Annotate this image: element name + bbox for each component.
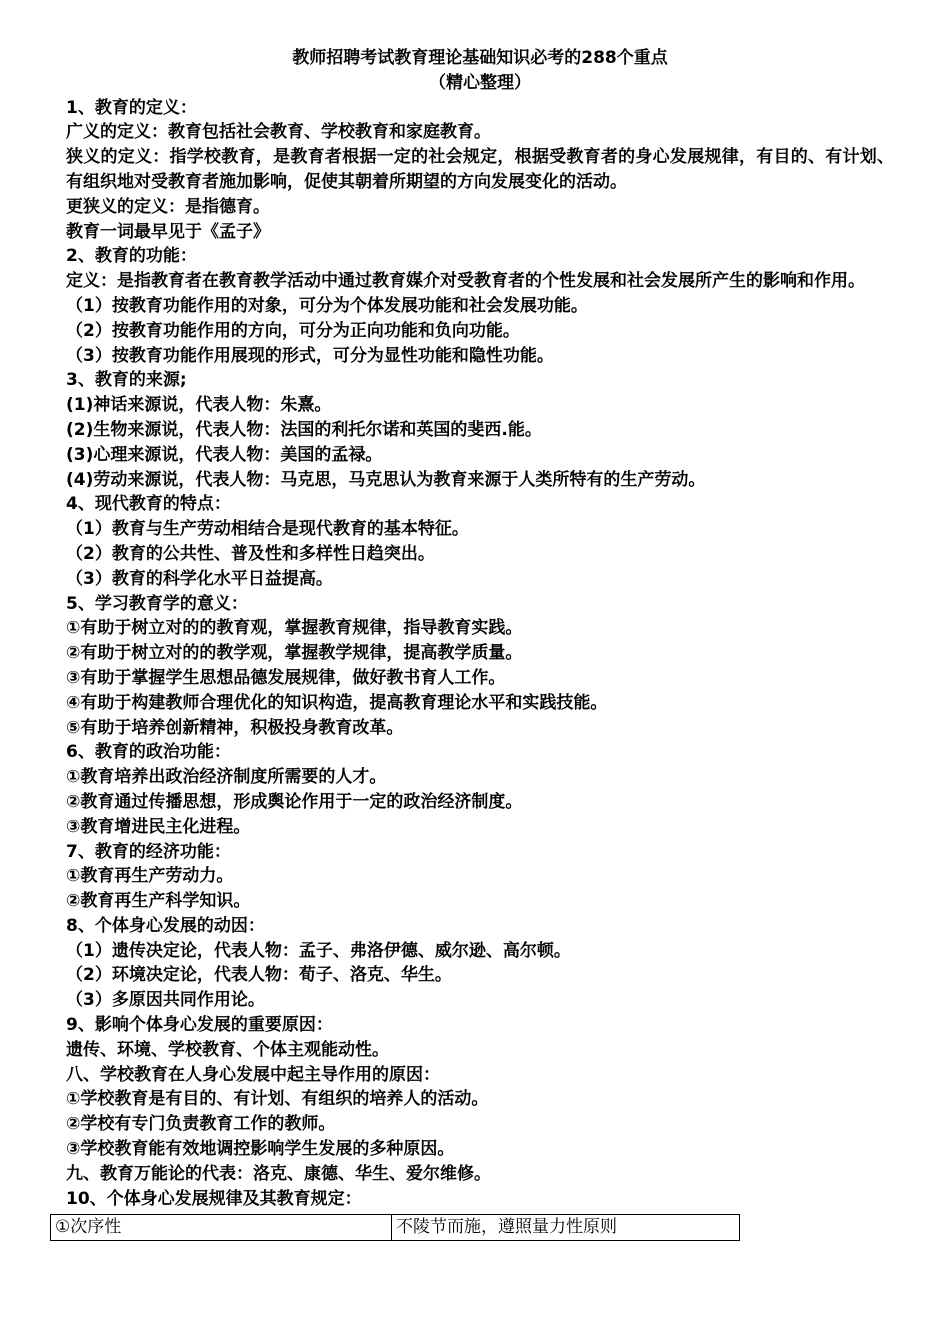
text-line: ①有助于树立对的的教育观，掌握教育规律，指导教育实践。 bbox=[66, 618, 523, 639]
text-line: ②教育通过传播思想，形成舆论作用于一定的政治经济制度。 bbox=[66, 791, 523, 812]
text-line: (1)神话来源说，代表人物：朱熹。 bbox=[66, 395, 332, 416]
development-rules-table bbox=[50, 1214, 740, 1241]
text-line: 九、教育万能论的代表：洛克、康德、华生、爱尔维修。 bbox=[66, 1163, 491, 1184]
text-line: （3）教育的科学化水平日益提高。 bbox=[66, 568, 333, 589]
text-line: （2）教育的公共性、普及性和多样性日趋突出。 bbox=[66, 543, 435, 564]
text-line: ⑤有助于培养创新精神，积极投身教育改革。 bbox=[66, 717, 404, 738]
table-cell: ①次序性 bbox=[51, 1215, 392, 1241]
text-line: 9、影响个体身心发展的重要原因： bbox=[66, 1015, 333, 1036]
document-subtitle: （精心整理） bbox=[429, 72, 531, 93]
text-line: ③学校教育能有效地调控影响学生发展的多种原因。 bbox=[66, 1139, 455, 1160]
table-row bbox=[51, 1215, 740, 1241]
text-line: (2)生物来源说，代表人物：法国的利托尔诺和英国的斐西.能。 bbox=[66, 419, 542, 440]
text-line: （2）环境决定论，代表人物：荀子、洛克、华生。 bbox=[66, 965, 452, 986]
text-line: 8、个体身心发展的动因： bbox=[66, 915, 265, 936]
text-line: ②教育再生产科学知识。 bbox=[66, 891, 251, 912]
text-line: 4、现代教育的特点： bbox=[66, 494, 231, 515]
text-line: 6、教育的政治功能： bbox=[66, 742, 231, 763]
text-line: （1）教育与生产劳动相结合是现代教育的基本特征。 bbox=[66, 519, 469, 540]
text-line: （1）遗传决定论，代表人物：孟子、弗洛伊德、威尔逊、高尔顿。 bbox=[66, 940, 571, 961]
text-line: ②有助于树立对的的教学观，掌握教学规律，提高教学质量。 bbox=[66, 643, 523, 664]
text-line: 遗传、环境、学校教育、个体主观能动性。 bbox=[66, 1039, 389, 1060]
text-line: 3、教育的来源; bbox=[66, 370, 187, 391]
text-line: （2）按教育功能作用的方向，可分为正向功能和负向功能。 bbox=[66, 320, 520, 341]
text-line: 八、学校教育在人身心发展中起主导作用的原因： bbox=[66, 1064, 440, 1085]
text-line: 1、教育的定义： bbox=[66, 97, 197, 118]
text-line: ④有助于构建教师合理优化的知识构造，提高教育理论水平和实践技能。 bbox=[66, 692, 608, 713]
table-cell: 不陵节而施，遵照量力性原则 bbox=[392, 1215, 740, 1241]
document-body bbox=[66, 96, 894, 1212]
text-line: 定义：是指教育者在教育教学活动中通过教育媒介对受教育者的个性发展和社会发展所产生的影响和作用。 bbox=[66, 271, 865, 292]
text-line: ①教育培养出政治经济制度所需要的人才。 bbox=[66, 767, 387, 788]
text-line: ①教育再生产劳动力。 bbox=[66, 866, 234, 887]
text-line: ③有助于掌握学生思想品德发展规律，做好教书育人工作。 bbox=[66, 667, 506, 688]
document-title: 教师招聘考试教育理论基础知识必考的288个重点 bbox=[292, 48, 668, 68]
text-line: （3）按教育功能作用展现的形式，可分为显性功能和隐性功能。 bbox=[66, 345, 554, 366]
text-line: （3）多原因共同作用论。 bbox=[66, 990, 265, 1011]
text-line: ①学校教育是有目的、有计划、有组织的培养人的活动。 bbox=[66, 1089, 489, 1110]
text-line: 更狭义的定义：是指德育。 bbox=[66, 196, 270, 217]
text-line: 7、教育的经济功能： bbox=[66, 841, 231, 862]
text-line: （1）按教育功能作用的对象，可分为个体发展功能和社会发展功能。 bbox=[66, 295, 588, 316]
text-line: (4)劳动来源说，代表人物：马克思，马克思认为教育来源于人类所特有的生产劳动。 bbox=[66, 469, 706, 490]
text-line: ③教育增进民主化进程。 bbox=[66, 816, 251, 837]
text-line: (3)心理来源说，代表人物：美国的孟禄。 bbox=[66, 444, 383, 465]
text-line: 广义的定义：教育包括社会教育、学校教育和家庭教育。 bbox=[66, 122, 491, 143]
text-line: ②学校有专门负责教育工作的教师。 bbox=[66, 1114, 336, 1135]
text-line: 10、个体身心发展规律及其教育规定： bbox=[66, 1188, 362, 1209]
text-line: 2、教育的功能： bbox=[66, 246, 197, 267]
text-line: 狭义的定义：指学校教育，是教育者根据一定的社会规定，根据受教育者的身心发展规律，有目的、有计划、有组织地对受教育者施加影响，促使其朝着所期望的方向发展变化的活动。 bbox=[66, 147, 894, 192]
text-line: 5、学习教育学的意义： bbox=[66, 593, 248, 614]
text-line: 教育一词最早见于《孟子》 bbox=[66, 221, 270, 242]
